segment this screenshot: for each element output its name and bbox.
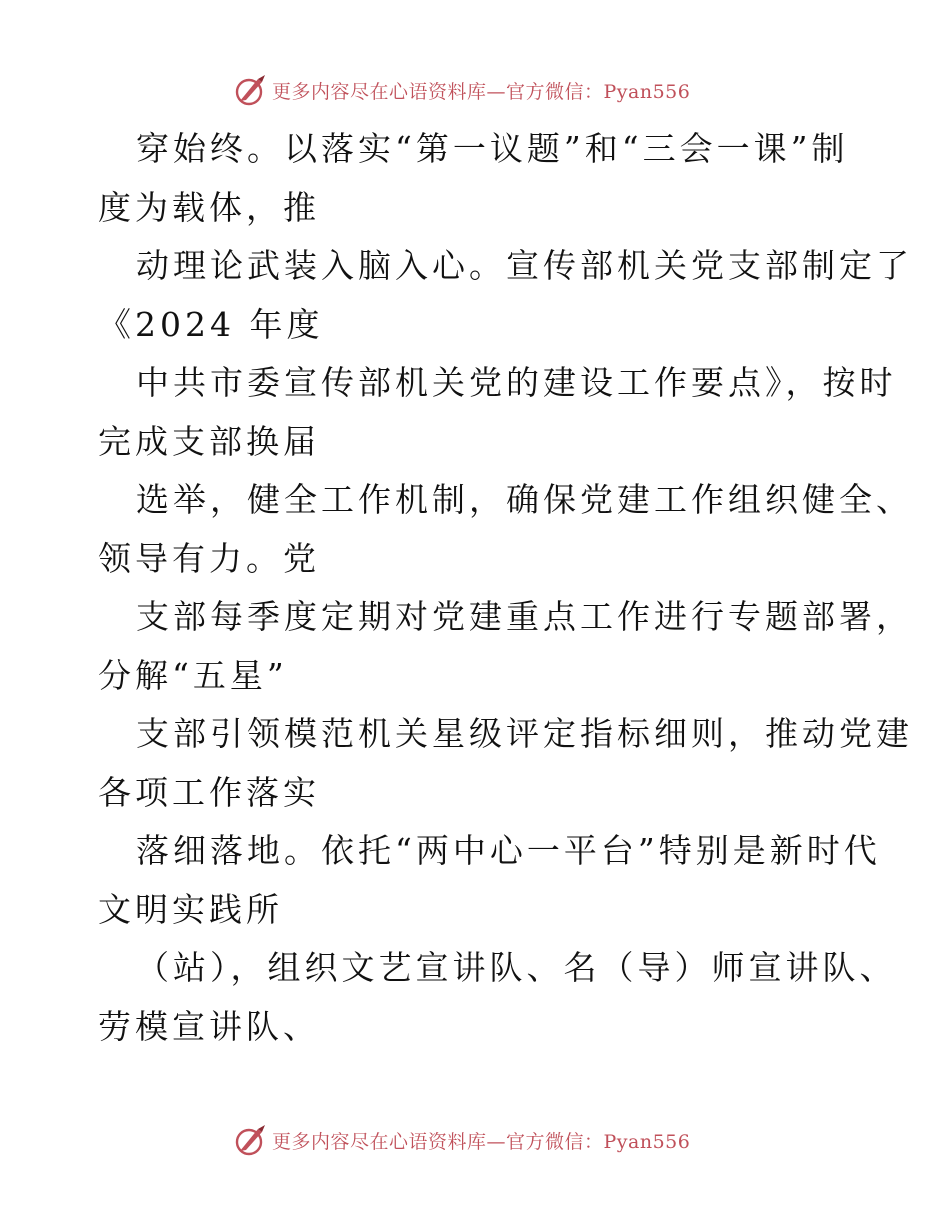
watermark-text: 更多内容尽在心语资料库—官方微信：Pyan556 [272, 1130, 691, 1153]
document-body [98, 120, 913, 1056]
quill-pen-logo-icon [234, 1123, 268, 1157]
text-line: 分解“五星” [98, 655, 288, 695]
text-line: 劳模宣讲队、 [98, 1006, 320, 1046]
text-line: 穿始终。以落实“第一议题”和“三会一课”制 [136, 129, 849, 168]
footer-watermark [234, 1122, 754, 1158]
text-line: 《2024 年度 [98, 304, 324, 344]
text-line: 支部引领模范机关星级评定指标细则，推动党建 [136, 714, 913, 753]
text-line: 文明实践所 [98, 889, 283, 929]
text-line: （站），组织文艺宣讲队、名（导）师宣讲队、 [136, 948, 897, 987]
text-line: 动理论武装入脑入心。宣传部机关党支部制定了 [136, 246, 913, 285]
text-line: 度为载体，推 [98, 187, 320, 227]
text-line: 领导有力。党 [98, 538, 320, 578]
quill-pen-logo-icon [234, 73, 268, 107]
text-line: 中共市委宣传部机关党的建设工作要点》，按时 [136, 363, 897, 402]
header-watermark [234, 72, 754, 108]
text-line: 选举，健全工作机制，确保党建工作组织健全、 [136, 480, 913, 519]
text-line: 支部每季度定期对党建重点工作进行专题部署， [136, 597, 913, 636]
text-line: 各项工作落实 [98, 772, 320, 812]
text-line: 完成支部换届 [98, 421, 320, 461]
watermark-text: 更多内容尽在心语资料库—官方微信：Pyan556 [272, 80, 691, 103]
text-line: 落细落地。依托“两中心一平台”特别是新时代 [136, 831, 881, 870]
